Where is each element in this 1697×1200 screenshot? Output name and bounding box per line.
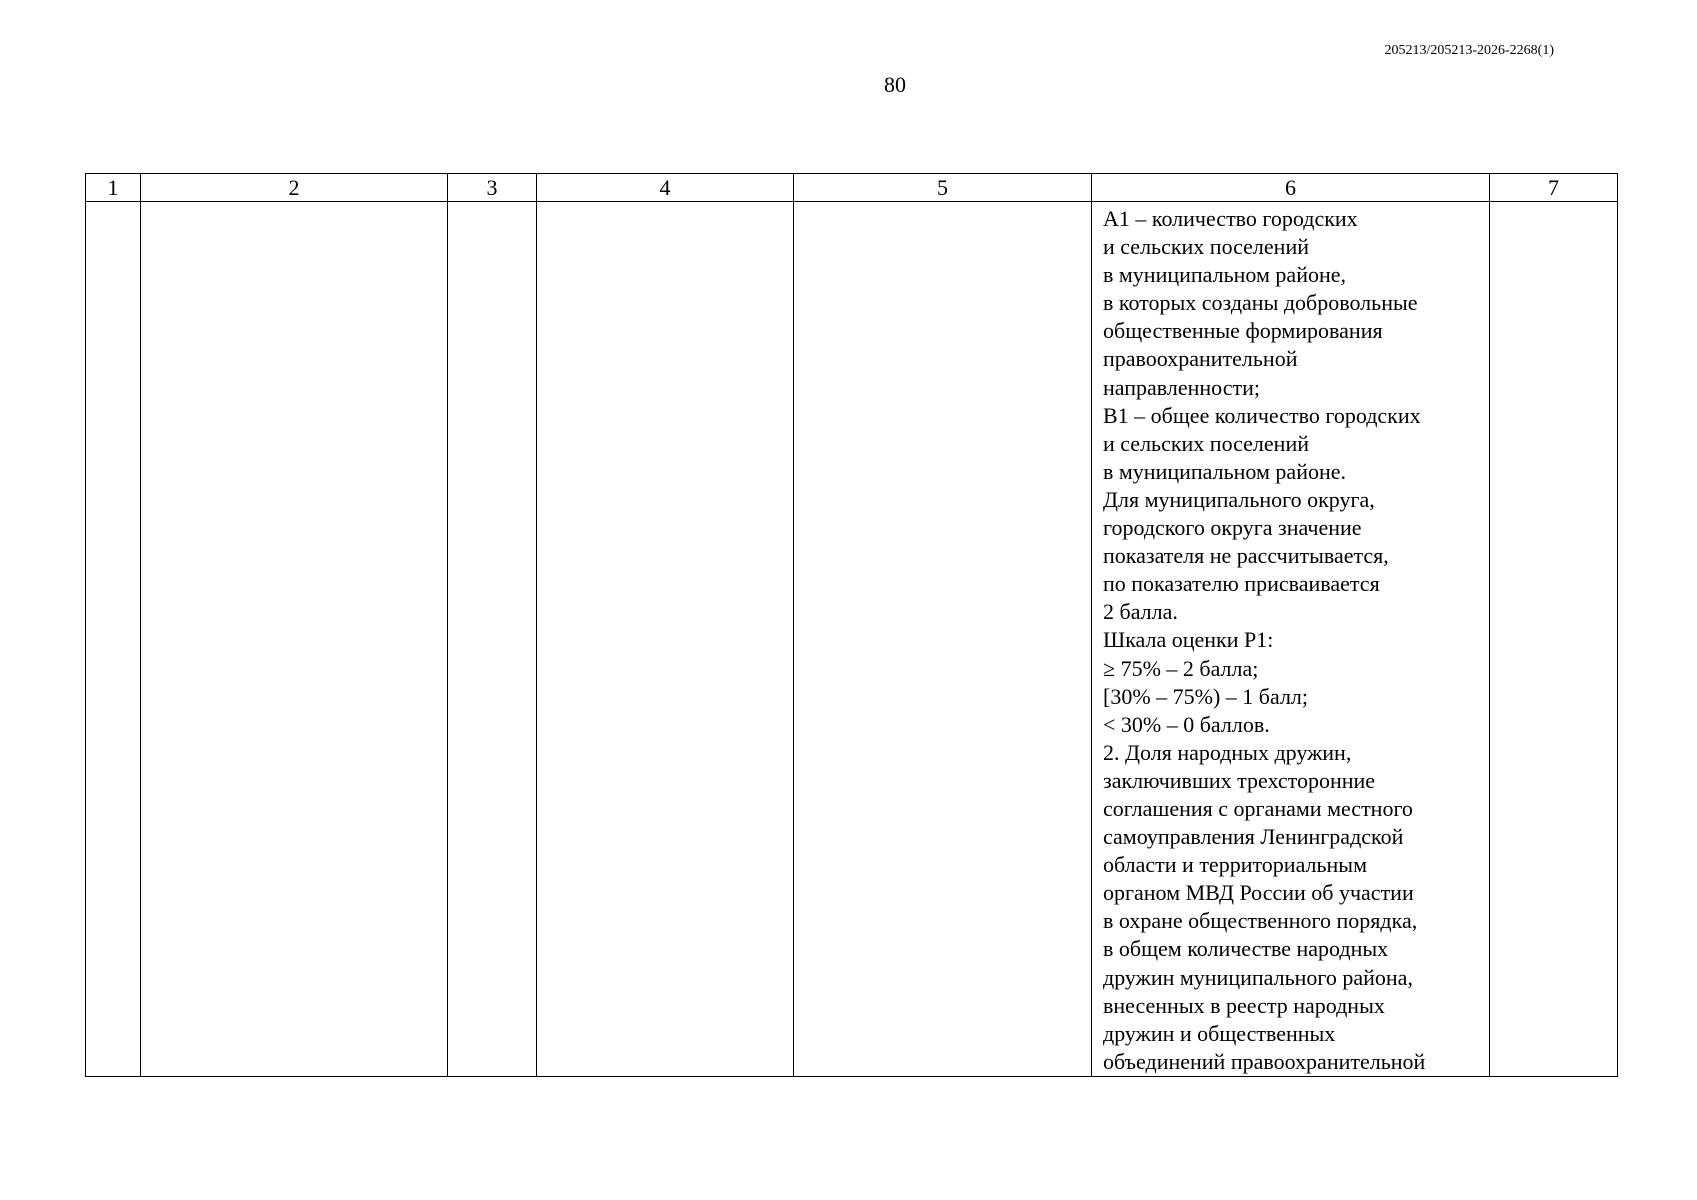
- text-line: [30% – 75%) – 1 балл;: [1103, 683, 1309, 709]
- text-line: в муниципальном районе,: [1103, 262, 1346, 288]
- text-line: показателя не рассчитывается,: [1103, 543, 1389, 569]
- cell-col-6: [1092, 202, 1490, 1077]
- column-header-7: 7: [1490, 174, 1618, 202]
- text-line: самоуправления Ленинградской: [1103, 824, 1404, 850]
- text-line: в которых созданы добровольные: [1103, 290, 1418, 316]
- text-line: А1 – количество городских: [1103, 206, 1358, 231]
- text-line: В1 – общее количество городских: [1103, 402, 1421, 428]
- text-line: органом МВД России об участии: [1103, 880, 1414, 906]
- column-header-1: 1: [86, 174, 141, 202]
- text-line: в общем количестве народных: [1103, 936, 1389, 962]
- text-line: городского округа значение: [1103, 515, 1362, 541]
- table-row: [86, 202, 1618, 1077]
- page-number: 80: [884, 72, 906, 97]
- text-line: направленности;: [1103, 374, 1260, 400]
- text-line: 2 балла.: [1103, 599, 1178, 625]
- header-row: [86, 174, 1618, 202]
- text-line: < 30% – 0 баллов.: [1103, 711, 1270, 737]
- text-line: и сельских поселений: [1103, 234, 1309, 260]
- data-table: [85, 173, 1618, 1077]
- column-header-6: 6: [1092, 174, 1490, 202]
- text-line: правоохранительной: [1103, 346, 1298, 372]
- text-line: по показателю присваивается: [1103, 571, 1380, 597]
- column-header-2: 2: [141, 174, 448, 202]
- text-line: в охране общественного порядка,: [1103, 908, 1418, 934]
- text-line: Шкала оценки Р1:: [1103, 627, 1274, 653]
- text-line: заключивших трехсторонние: [1103, 767, 1376, 793]
- text-line: соглашения с органами местного: [1103, 795, 1413, 821]
- text-line: объединений правоохранительной: [1103, 1048, 1426, 1074]
- cell-col-4: [537, 202, 794, 1077]
- cell-col-3: [448, 202, 537, 1077]
- cell-col-2: [141, 202, 448, 1077]
- column-header-4: 4: [537, 174, 794, 202]
- text-line: дружин муниципального района,: [1103, 964, 1413, 990]
- text-line: и сельских поселений: [1103, 430, 1309, 456]
- cell-col-5: [794, 202, 1092, 1077]
- text-line: 2. Доля народных дружин,: [1103, 739, 1352, 765]
- text-line: общественные формирования: [1103, 318, 1383, 344]
- column-header-5: 5: [794, 174, 1092, 202]
- cell-col-7: [1490, 202, 1618, 1077]
- text-line: области и территориальным: [1103, 852, 1368, 878]
- cell-col-1: [86, 202, 141, 1077]
- text-line: дружин и общественных: [1103, 1020, 1336, 1046]
- indicator-description: [1092, 202, 1489, 1076]
- column-header-3: 3: [448, 174, 537, 202]
- text-line: внесенных в реестр народных: [1103, 992, 1385, 1018]
- document-id: 205213/205213-2026-2268(1): [1384, 43, 1554, 58]
- text-line: ≥ 75% – 2 балла;: [1103, 655, 1259, 681]
- text-line: в муниципальном районе.: [1103, 458, 1346, 484]
- text-line: Для муниципального округа,: [1103, 486, 1375, 512]
